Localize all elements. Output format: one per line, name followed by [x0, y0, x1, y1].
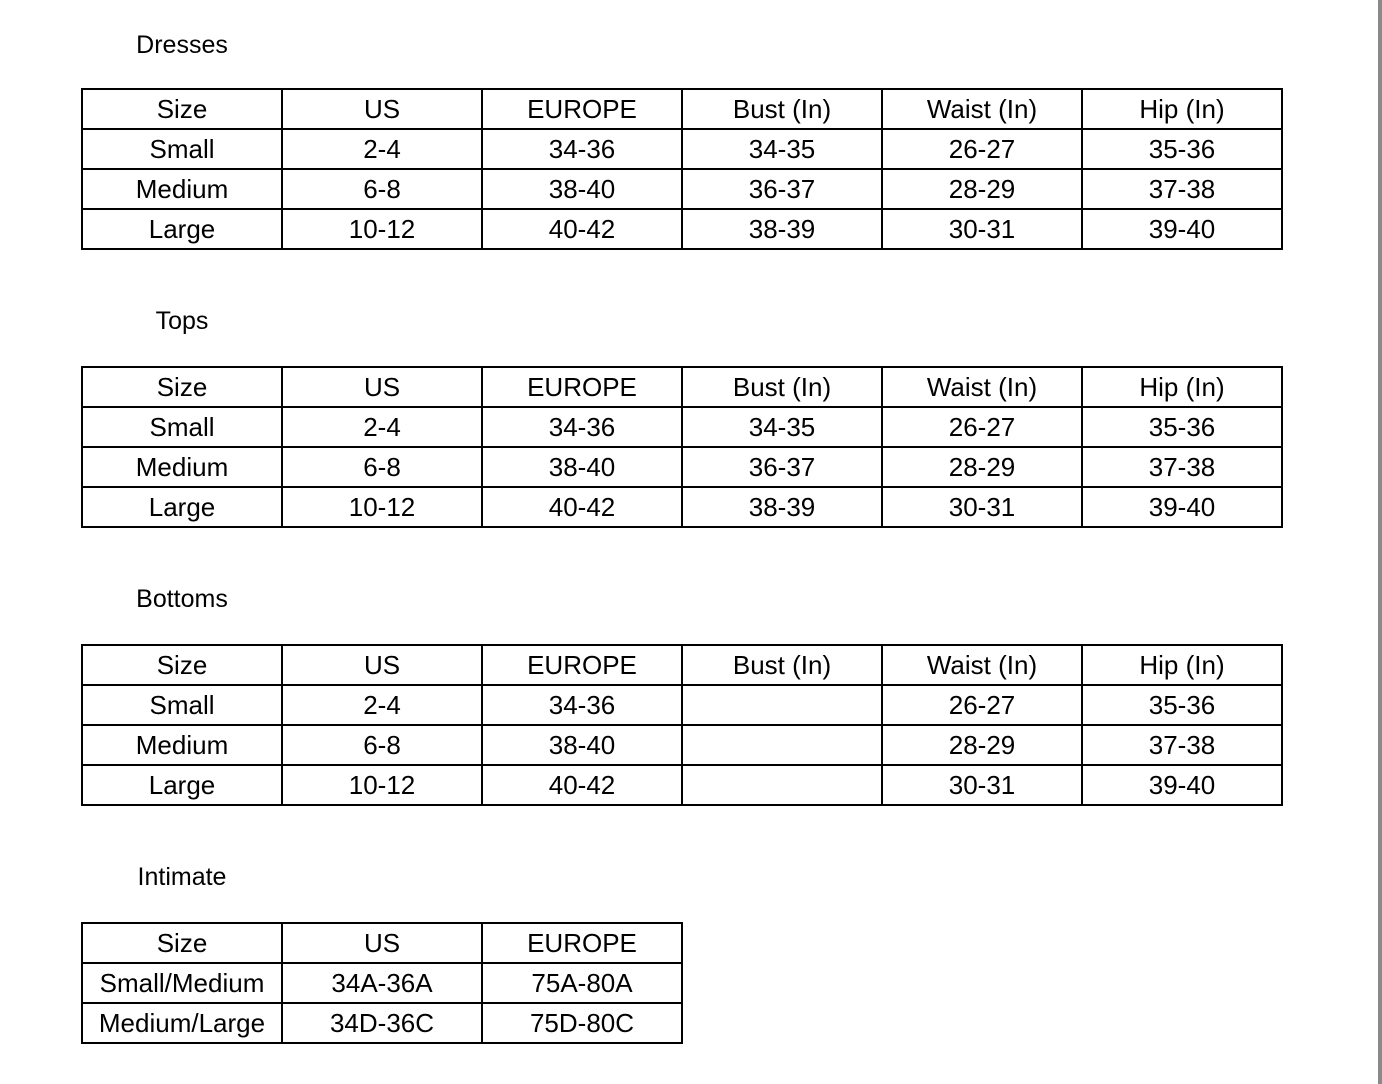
tops-size-table: [81, 366, 1283, 528]
header-cell: Hip (In): [1082, 367, 1282, 407]
table-cell: 2-4: [282, 407, 482, 447]
table-cell: 26-27: [882, 407, 1082, 447]
table-cell: 34-36: [482, 685, 682, 725]
table-cell: Small: [82, 685, 282, 725]
table-cell: 36-37: [682, 169, 882, 209]
header-cell: EUROPE: [482, 923, 682, 963]
section-title-tops: Tops: [155, 307, 209, 335]
table-header-row: [82, 367, 1282, 407]
table-cell: 38-40: [482, 447, 682, 487]
header-cell: Bust (In): [682, 89, 882, 129]
table-cell: Medium/Large: [82, 1003, 282, 1043]
table-cell: 40-42: [482, 487, 682, 527]
table-row: [82, 487, 1282, 527]
table-cell: 30-31: [882, 209, 1082, 249]
table-header-row: [82, 923, 682, 963]
section-title-dresses: Dresses: [136, 31, 228, 59]
table-cell: 37-38: [1082, 447, 1282, 487]
table-row: [82, 765, 1282, 805]
table-cell: 30-31: [882, 487, 1082, 527]
table-cell: 6-8: [282, 447, 482, 487]
header-cell: EUROPE: [482, 89, 682, 129]
header-cell: EUROPE: [482, 645, 682, 685]
table-cell: Large: [82, 487, 282, 527]
table-cell: 10-12: [282, 487, 482, 527]
table-row: [82, 169, 1282, 209]
table-row: [82, 407, 1282, 447]
table-cell: Small: [82, 129, 282, 169]
table-row: [82, 129, 1282, 169]
table-cell: 26-27: [882, 685, 1082, 725]
header-cell: US: [282, 89, 482, 129]
header-cell: Size: [82, 645, 282, 685]
table-row: [82, 1003, 682, 1043]
table-cell: 35-36: [1082, 685, 1282, 725]
table-cell: 39-40: [1082, 765, 1282, 805]
table-cell: [682, 725, 882, 765]
header-cell: Waist (In): [882, 367, 1082, 407]
table-cell: 34-36: [482, 407, 682, 447]
table-cell: 6-8: [282, 725, 482, 765]
dresses-size-table: [81, 88, 1283, 250]
table-cell: 28-29: [882, 169, 1082, 209]
table-cell: 34-35: [682, 407, 882, 447]
table-cell: 34A-36A: [282, 963, 482, 1003]
table-cell: 35-36: [1082, 407, 1282, 447]
header-cell: Waist (In): [882, 645, 1082, 685]
table-cell: 10-12: [282, 209, 482, 249]
table-cell: 2-4: [282, 685, 482, 725]
table-cell: 38-39: [682, 209, 882, 249]
header-cell: US: [282, 367, 482, 407]
header-cell: Hip (In): [1082, 645, 1282, 685]
header-cell: Bust (In): [682, 367, 882, 407]
table-cell: 30-31: [882, 765, 1082, 805]
header-cell: Size: [82, 367, 282, 407]
table-cell: 34-36: [482, 129, 682, 169]
header-cell: US: [282, 645, 482, 685]
table-cell: [682, 685, 882, 725]
table-cell: 39-40: [1082, 209, 1282, 249]
table-row: [82, 685, 1282, 725]
table-row: [82, 209, 1282, 249]
table-cell: 36-37: [682, 447, 882, 487]
table-cell: 2-4: [282, 129, 482, 169]
table-cell: Small: [82, 407, 282, 447]
table-cell: Large: [82, 765, 282, 805]
table-cell: 28-29: [882, 725, 1082, 765]
table-row: [82, 447, 1282, 487]
header-cell: Size: [82, 89, 282, 129]
table-cell: 75A-80A: [482, 963, 682, 1003]
table-cell: Small/Medium: [82, 963, 282, 1003]
header-cell: Hip (In): [1082, 89, 1282, 129]
table-cell: 37-38: [1082, 725, 1282, 765]
table-cell: 38-39: [682, 487, 882, 527]
table-cell: 10-12: [282, 765, 482, 805]
header-cell: US: [282, 923, 482, 963]
table-header-row: [82, 89, 1282, 129]
table-cell: 34D-36C: [282, 1003, 482, 1043]
section-title-bottoms: Bottoms: [136, 585, 228, 613]
table-cell: [682, 765, 882, 805]
table-row: [82, 963, 682, 1003]
table-cell: 6-8: [282, 169, 482, 209]
table-header-row: [82, 645, 1282, 685]
table-cell: 34-35: [682, 129, 882, 169]
table-cell: 28-29: [882, 447, 1082, 487]
table-cell: 37-38: [1082, 169, 1282, 209]
table-row: [82, 725, 1282, 765]
table-cell: 40-42: [482, 765, 682, 805]
table-cell: 39-40: [1082, 487, 1282, 527]
section-title-intimate: Intimate: [137, 863, 227, 891]
table-cell: Medium: [82, 725, 282, 765]
table-cell: 38-40: [482, 169, 682, 209]
header-cell: Size: [82, 923, 282, 963]
table-cell: 40-42: [482, 209, 682, 249]
table-cell: 26-27: [882, 129, 1082, 169]
intimate-size-table: [81, 922, 683, 1044]
table-cell: Medium: [82, 169, 282, 209]
page-edge: [1378, 0, 1382, 1084]
header-cell: Bust (In): [682, 645, 882, 685]
header-cell: Waist (In): [882, 89, 1082, 129]
table-cell: 38-40: [482, 725, 682, 765]
table-cell: 75D-80C: [482, 1003, 682, 1043]
table-cell: Medium: [82, 447, 282, 487]
bottoms-size-table: [81, 644, 1283, 806]
table-cell: 35-36: [1082, 129, 1282, 169]
table-cell: Large: [82, 209, 282, 249]
header-cell: EUROPE: [482, 367, 682, 407]
